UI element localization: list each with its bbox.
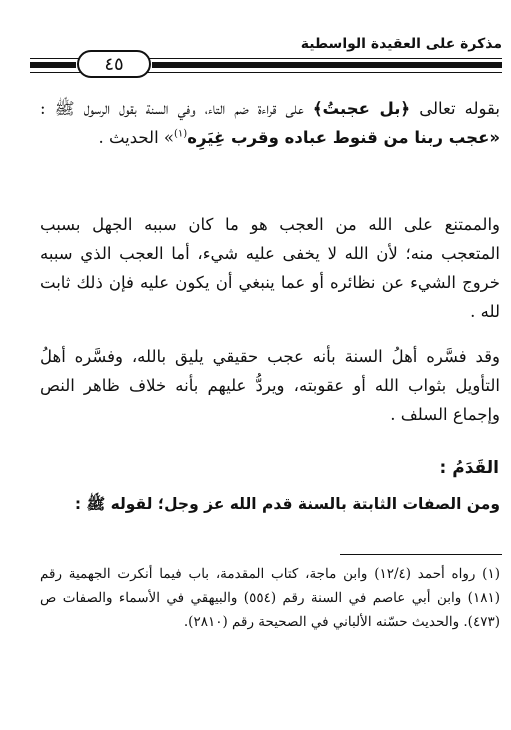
- p1-text-c: » الحديث .: [98, 128, 175, 147]
- quran-quote: ﴿بل عجبتُ﴾: [312, 99, 411, 118]
- footnote-ref: (١): [174, 128, 188, 140]
- header-rule-thick-right: [152, 62, 502, 68]
- p1-text-a: بقوله تعالى: [410, 99, 500, 118]
- paragraph-2: والممتنع على الله من العجب هو ما كان سببه الجهل بسبب المتعجب منه؛ لأن الله لا يخفى عليه شيء، أما العجب الذي سببه خروج الشيء عن نظائره أو عما ينبغي أن يكون عليه فإن ذلك ثابت لله .: [40, 215, 500, 321]
- footnote-separator: [340, 554, 502, 555]
- footnote: (١) رواه أحمد (١٢/٤) وابن ماجة، كتاب المقدمة، باب فيما أنكرت الجهمية رقم (١٨١) وابن أبي عاصم في السنة رقم (٥٥٤) والبيهقي في الأسماء والصفات ص (٤٧٣). والحديث حسّنه الألباني في الصحيحة رقم (٢٨١٠).: [40, 566, 500, 630]
- running-title: مذكرة على العقيدة الواسطية: [300, 36, 502, 52]
- section-heading: القَدَمُ :: [439, 458, 499, 478]
- hadith-quote: «عجب ربنا من قنوط عباده وقرب غِيَرِه: [187, 128, 500, 147]
- header-rule-thick-left: [30, 62, 76, 68]
- paragraph-4: ومن الصفات الثابتة بالسنة قدم الله عز وجل؛ لقوله ﷺ :: [74, 495, 500, 513]
- paragraph-3: وقد فسَّره أهلُ السنة بأنه عجب حقيقي يليق بالله، وفسَّره أهلُ التأويل بثواب الله أو عقوبته، ويردُّ عليهم بأنه خلاف ظاهر النص وإجماع السلف .: [40, 347, 500, 424]
- page-header: [30, 34, 502, 82]
- p1-text-b: على قراءة ضم التاء، وفي السنة بقول الرسول ﷺ :: [40, 99, 313, 118]
- page-number: ٤٥: [77, 50, 151, 78]
- paragraph-1: [40, 94, 500, 152]
